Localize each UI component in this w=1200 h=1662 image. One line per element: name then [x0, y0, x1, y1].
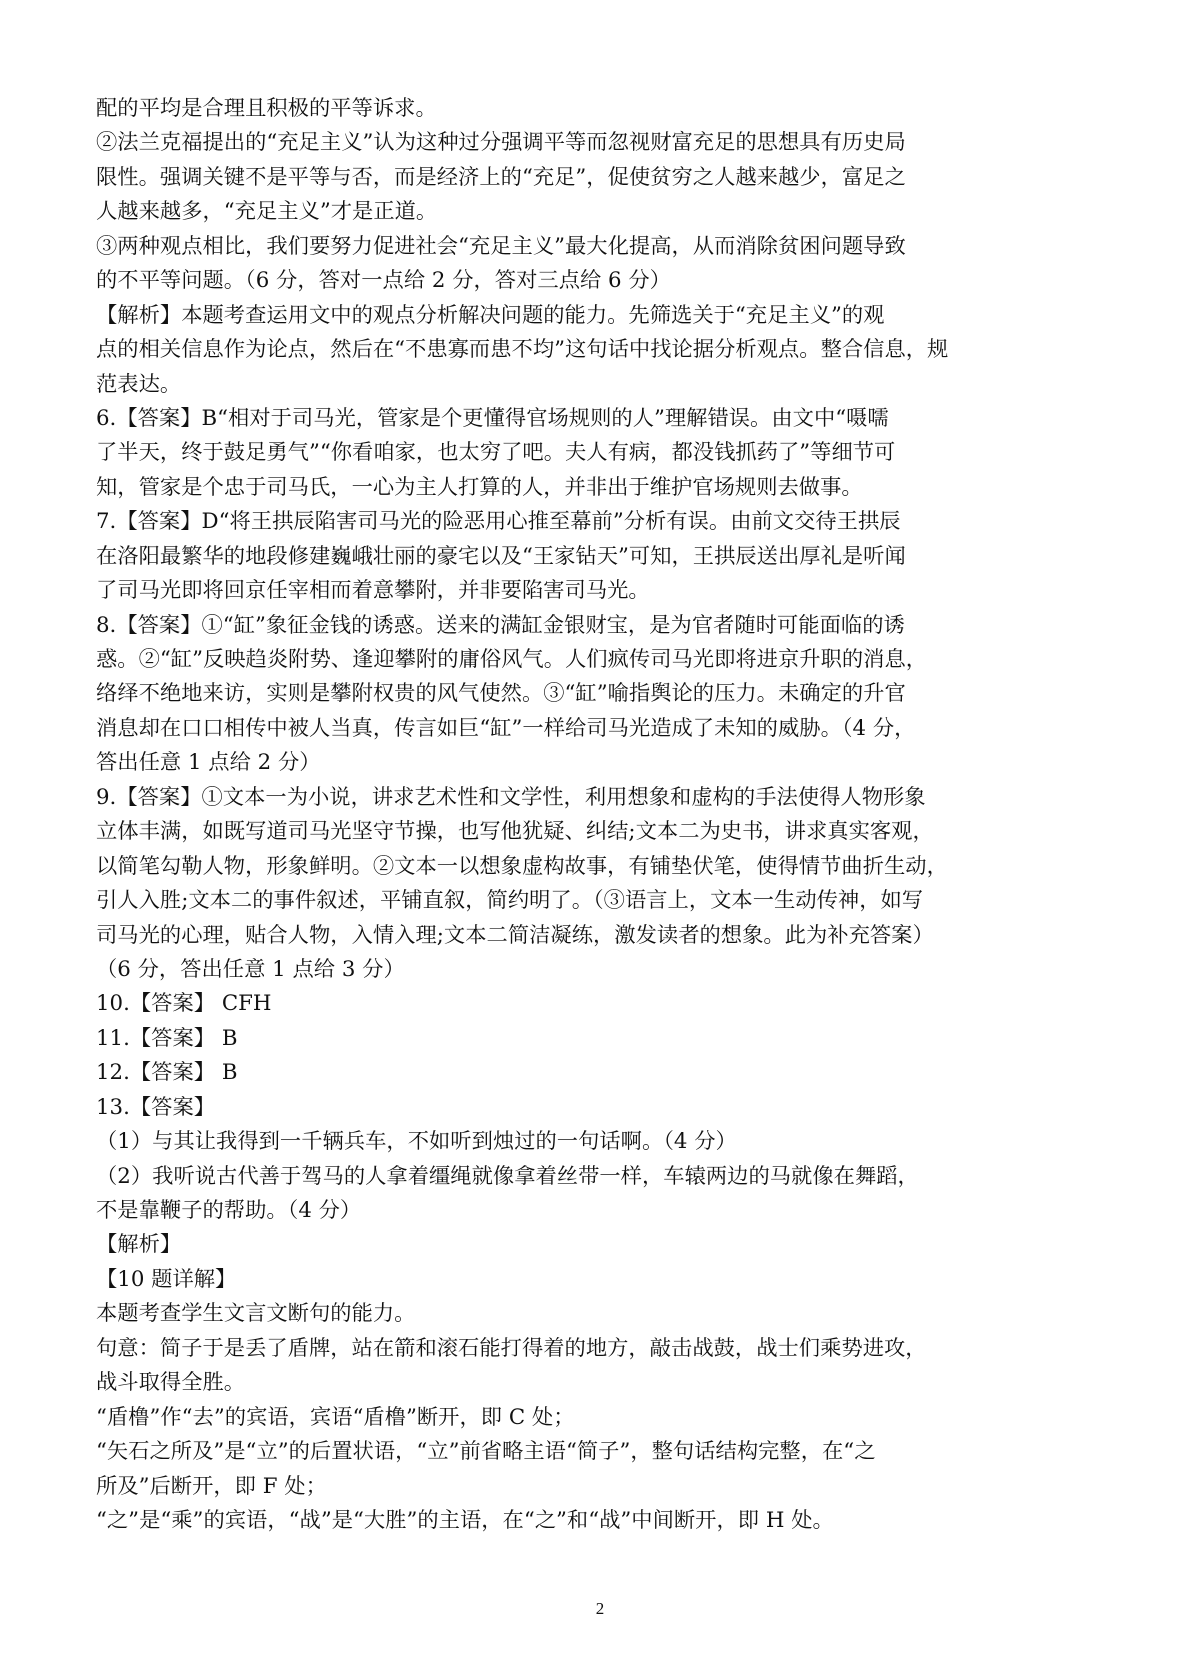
text-line: 了司马光即将回京任宰相而着意攀附，并非要陷害司马光。 [96, 578, 650, 604]
text-line: 了半天，终于鼓足勇气”“你看咱家，也太穷了吧。夫人有病，都没钱抓药了”等细节可 [96, 440, 896, 466]
text-line: 司马光的心理，贴合人物，入情入理;文本二简洁凝练，激发读者的想象。此为补充答案） [96, 922, 934, 948]
text-line: 10.【答案】 CFH [96, 991, 272, 1017]
text-line: 引人入胜;文本二的事件叙述，平铺直叙，简约明了。（③语言上，文本一生动传神，如写 [96, 888, 924, 914]
text-line: 12.【答案】 B [96, 1060, 238, 1086]
text-line: 惑。②“缸”反映趋炎附势、逢迎攀附的庸俗风气。人们疯传司马光即将进京升职的消息， [96, 647, 928, 672]
text-line: 【解析】本题考查运用文中的观点分析解决问题的能力。先筛选关于“充足主义”的观 [96, 302, 885, 328]
text-line: 本题考查学生文言文断句的能力。 [96, 1301, 416, 1327]
text-line: 7.【答案】D“将王拱辰陷害司马光的险恶用心推至幕前”分析有误。由前文交待王拱辰 [96, 509, 901, 535]
text-line: “盾橹”作“去”的宾语，宾语“盾橹”断开，即 C 处； [96, 1404, 575, 1430]
text-line: （1）与其让我得到一千辆兵车，不如听到烛过的一句话啊。（4 分） [96, 1129, 737, 1155]
text-line: 13.【答案】 [96, 1094, 216, 1120]
text-line: 点的相关信息作为论点，然后在“不患寡而患不均”这句话中找论据分析观点。整合信息，规 [96, 337, 949, 363]
text-line: 9.【答案】①文本一为小说，讲求艺术性和文学性，利用想象和虚构的手法使得人物形象 [96, 784, 926, 810]
text-line: 范表达。 [96, 371, 182, 397]
text-line: ③两种观点相比，我们要努力促进社会“充足主义”最大化提高，从而消除贫困问题导致 [96, 233, 906, 259]
text-line: 以简笔勾勒人物，形象鲜明。②文本一以想象虚构故事，有铺垫伏笔，使得情节曲折生动， [96, 853, 948, 879]
text-line: 不是靠鞭子的帮助。（4 分） [96, 1198, 362, 1223]
text-line: 的不平等问题。（6 分，答对一点给 2 分，答对三点给 6 分） [96, 268, 671, 294]
text-line: 在洛阳最繁华的地段修建巍峨壮丽的豪宅以及“王家钻天”可知，王拱辰送出厚礼是听闻 [96, 543, 906, 569]
text-line: “之”是“乘”的宾语，“战”是“大胜”的主语，在“之”和“战”中间断开，即 H 处。 [96, 1507, 834, 1533]
text-line: 战斗取得全胜。 [96, 1370, 246, 1396]
text-line: 6.【答案】B“相对于司马光，管家是个更懂得官场规则的人”理解错误。由文中“嗫嚅 [96, 405, 889, 431]
text-line: 所及”后断开，即 F 处； [96, 1473, 327, 1499]
text-line: “矢石之所及”是“立”的后置状语，“立”前省略主语“简子”，整句话结构完整，在“之 [96, 1439, 876, 1465]
text-line: 句意：简子于是丢了盾牌，站在箭和滚石能打得着的地方，敲击战鼓，战士们乘势进攻， [96, 1335, 927, 1361]
text-line: 知，管家是个忠于司马氏，一心为主人打算的人，并非出于维护官场规则去做事。 [96, 474, 863, 500]
text-line: （2）我听说古代善于驾马的人拿着缰绳就像拿着丝带一样，车辕两边的马就像在舞蹈， [96, 1163, 919, 1189]
text-line: 人越来越多，“充足主义”才是正道。 [96, 199, 438, 225]
text-line: 8.【答案】①“缸”象征金钱的诱惑。送来的满缸金银财宝，是为官者随时可能面临的诱 [96, 612, 905, 638]
text-line: 答出任意 1 点给 2 分） [96, 750, 321, 776]
text-line: 立体丰满，如既写道司马光坚守节操，也写他犹疑、纠结;文本二为史书，讲求真实客观， [96, 819, 934, 845]
body-text [96, 92, 1110, 1538]
text-line: 11.【答案】 B [96, 1025, 238, 1051]
text-line: 配的平均是合理且积极的平等诉求。 [96, 96, 437, 121]
text-line: 限性。强调关键不是平等与否，而是经济上的“充足”，促使贫穷之人越来越少，富足之 [96, 164, 906, 190]
text-line: ②法兰克福提出的“充足主义”认为这种过分强调平等而忽视财富充足的思想具有历史局 [96, 130, 906, 156]
text-line: 消息却在口口相传中被人当真，传言如巨“缸”一样给司马光造成了未知的威胁。（4 分， [96, 715, 916, 741]
text-line: 【解析】 [96, 1232, 182, 1258]
text-line: （6 分，答出任意 1 点给 3 分） [96, 956, 405, 982]
page-number: 2 [595, 1599, 605, 1618]
text-line: 络绎不绝地来访，实则是攀附权贵的风气使然。③“缸”喻指舆论的压力。未确定的升官 [96, 681, 906, 707]
text-line: 【10 题详解】 [96, 1266, 237, 1292]
